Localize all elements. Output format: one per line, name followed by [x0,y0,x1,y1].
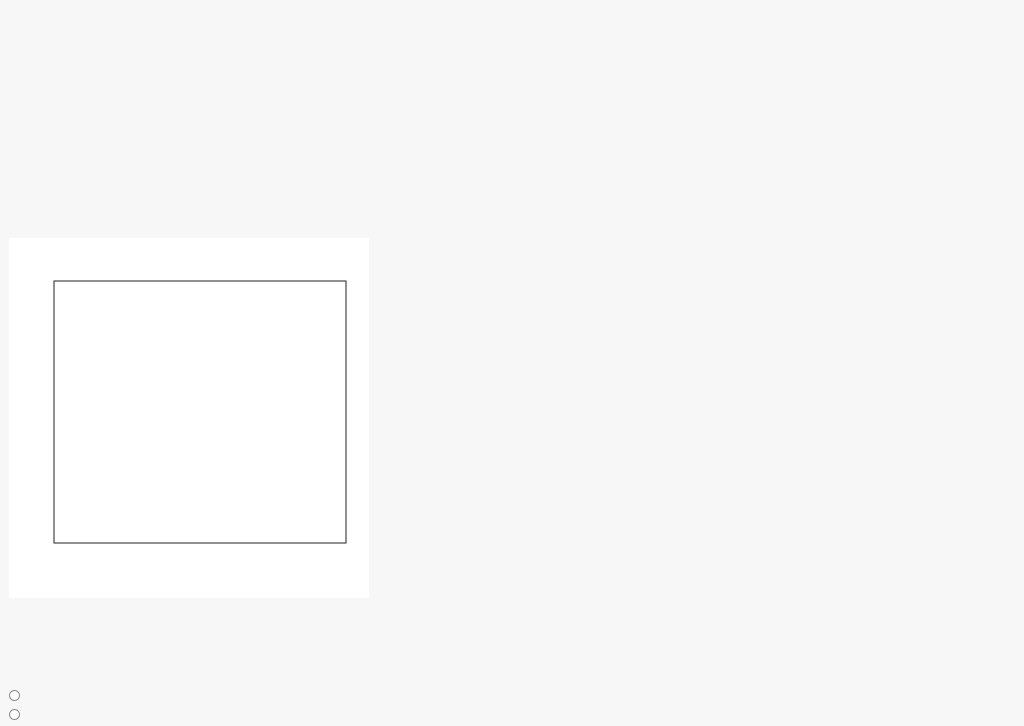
boxplot-svg [9,238,369,598]
radio-true[interactable] [9,690,20,701]
option-false[interactable] [9,709,28,720]
boxplot-chart [9,238,369,598]
option-true[interactable] [9,690,28,701]
plot-frame [54,281,346,543]
radio-false[interactable] [9,709,20,720]
